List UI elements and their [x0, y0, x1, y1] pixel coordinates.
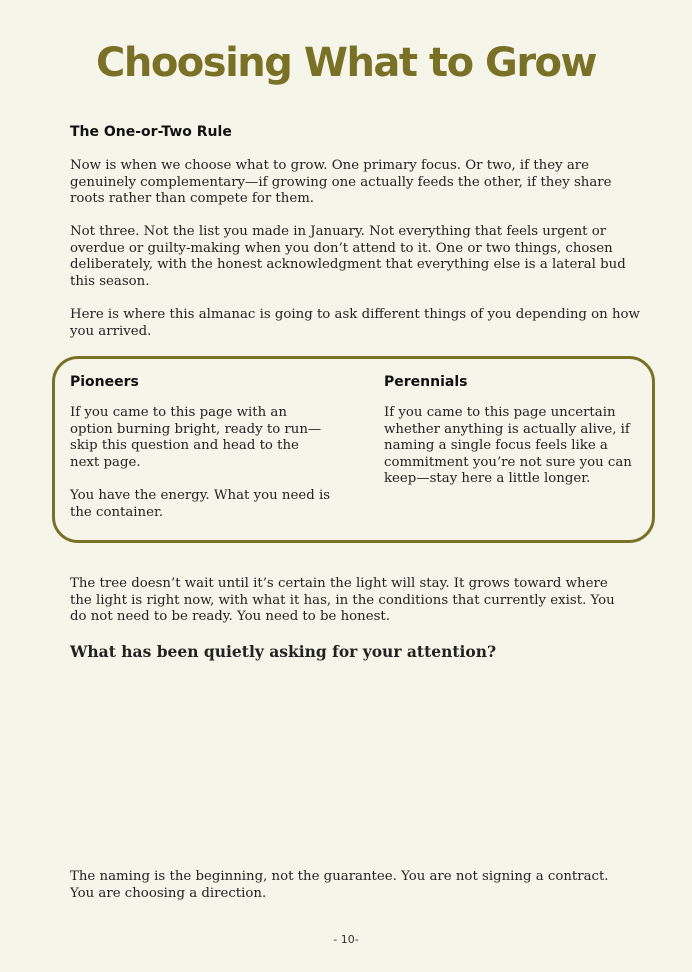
tree-paragraph: The tree doesn’t wait until it’s certain the light will stay. It grows toward where the light is right now, with what it has, in the conditions that currently exist. You do not need to be ready. You need to be honest. — [70, 576, 615, 624]
section-heading: The One-or-Two Rule — [70, 124, 232, 140]
closing-paragraph: The naming is the beginning, not the guarantee. You are not signing a contract. You are choosing a direction. — [70, 869, 609, 901]
perennials-paragraph: If you came to this page uncertain whether anything is actually alive, if naming a single focus feels like a commitment you’re not sure you can keep—stay here a little longer. — [384, 405, 632, 486]
pioneers-paragraph-2: You have the energy. What you need is the container. — [70, 488, 331, 520]
prompt-question: What has been quietly asking for your attention? — [70, 642, 497, 661]
page-number: - 10- — [333, 933, 359, 946]
intro-paragraph-3: Here is where this almanac is going to ask different things of you depending on how you arrived. — [70, 307, 640, 339]
perennials-heading: Perennials — [384, 374, 468, 390]
intro-paragraph-2: Not three. Not the list you made in January. Not everything that feels urgent or overdue or guilty-making when you don’t attend to it. One or two things, chosen deliberately, with the honest acknowledgment that everything else is a lateral bud this season. — [70, 224, 626, 289]
pioneers-paragraph-1: If you came to this page with an option burning bright, ready to run—skip this question and head to the next page. — [70, 405, 322, 470]
pioneers-heading: Pioneers — [70, 374, 139, 390]
intro-paragraph-1: Now is when we choose what to grow. One primary focus. Or two, if they are genuinely complementary—if growing one actually feeds the other, if they share roots rather than compete for them. — [70, 158, 612, 206]
page-title: Choosing What to Grow — [95, 40, 596, 86]
